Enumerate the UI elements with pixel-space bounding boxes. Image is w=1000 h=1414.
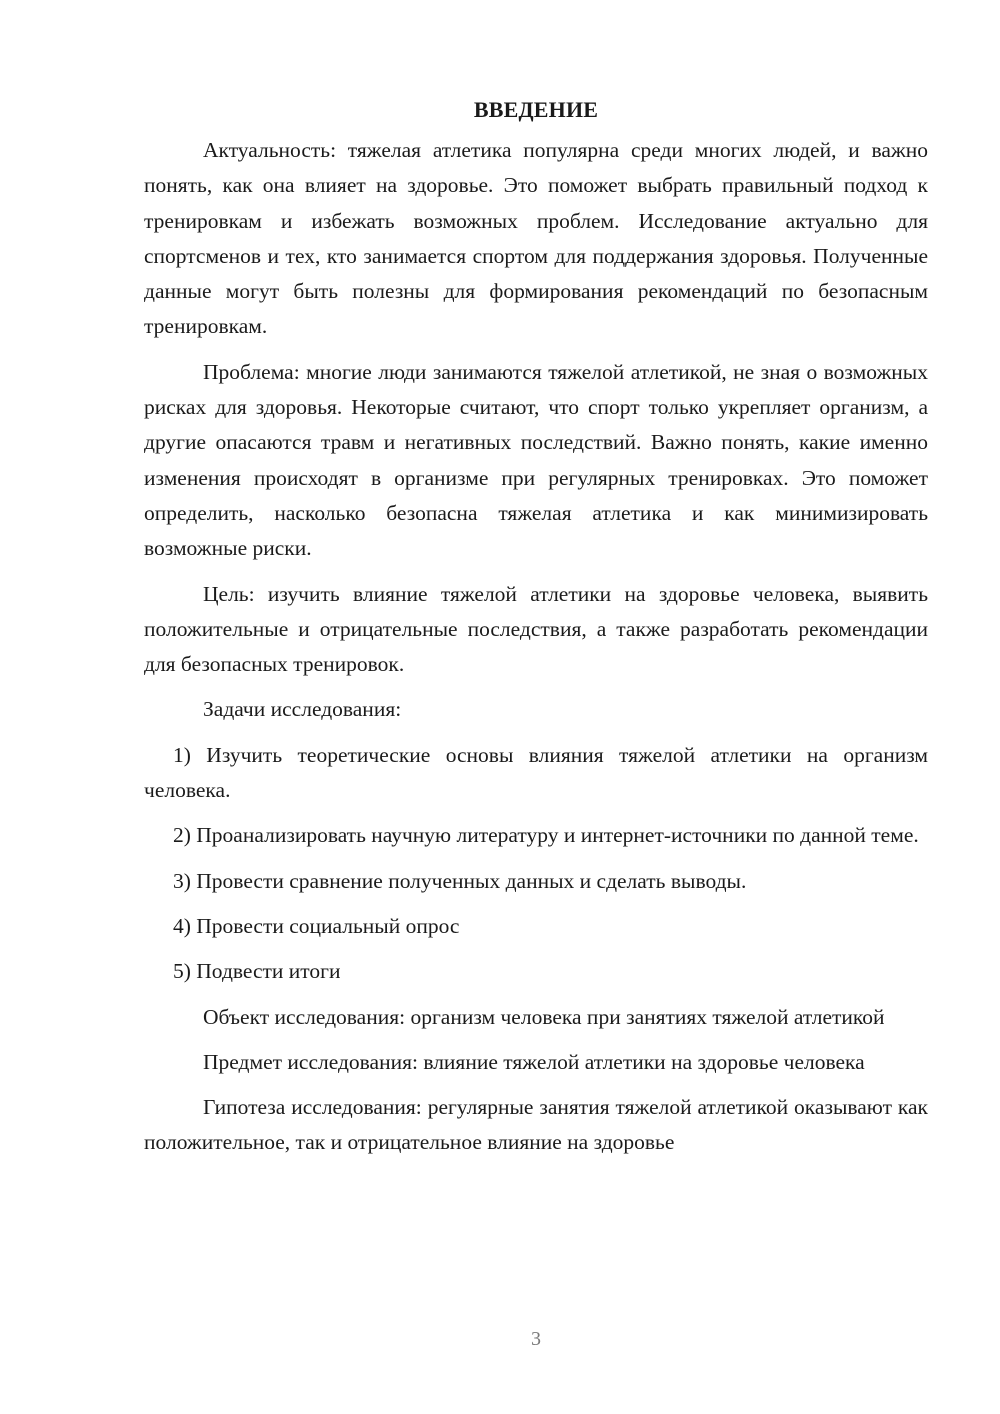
page-number: 3 — [531, 1328, 541, 1350]
task-item-5: 5) Подвести итоги — [173, 959, 341, 984]
paragraph-goal: Цель: изучить влияние тяжелой атлетики на здоровье человека, выявить положительные и отрицательные последствия, а также разработать рекомендации для безопасных тренировок. — [144, 581, 928, 677]
paragraph-problem: Проблема: многие люди занимаются тяжелой атлетикой, не зная о возможных рисках для здоровья. Некоторые считают, что спорт только укрепляет организм, а другие опасаются травм и негативных последствий. Важно понять, какие именно изменения происходят в организме при регулярных тренировках. Это поможет определить, насколько безопасна тяжелая атлетика и как минимизировать возможные риски. — [144, 359, 928, 561]
paragraph-relevance: Актуальность: тяжелая атлетика популярна среди многих людей, и важно понять, как она влияет на здоровье. Это поможет выбрать правильный подход к тренировкам и избежать возможных проблем. Исследование актуально для спортсменов и тех, кто занимается спортом для поддержания здоровья. Полученные данные могут быть полезны для формирования рекомендаций по безопасным тренировкам. — [144, 138, 928, 339]
section-title: ВВЕДЕНИЕ — [473, 97, 599, 122]
tasks-heading: Задачи исследования: — [203, 697, 402, 722]
document-page — [144, 92, 928, 1171]
paragraph-object: Объект исследования: организм человека при занятиях тяжелой атлетикой — [203, 1004, 885, 1029]
paragraph-hypothesis: Гипотеза исследования: регулярные занятия тяжелой атлетикой оказывают как положительное, так и отрицательное влияние на здоровье — [144, 1095, 928, 1155]
task-item-2: 2) Проанализировать научную литературу и интернет-источники по данной теме. — [173, 823, 919, 848]
task-item-1: 1) Изучить теоретические основы влияния тяжелой атлетики на организм человека. — [144, 742, 928, 803]
task-item-4: 4) Провести социальный опрос — [173, 913, 460, 938]
task-item-3: 3) Провести сравнение полученных данных и сделать выводы. — [173, 868, 747, 893]
paragraph-subject: Предмет исследования: влияние тяжелой атлетики на здоровье человека — [203, 1049, 865, 1074]
